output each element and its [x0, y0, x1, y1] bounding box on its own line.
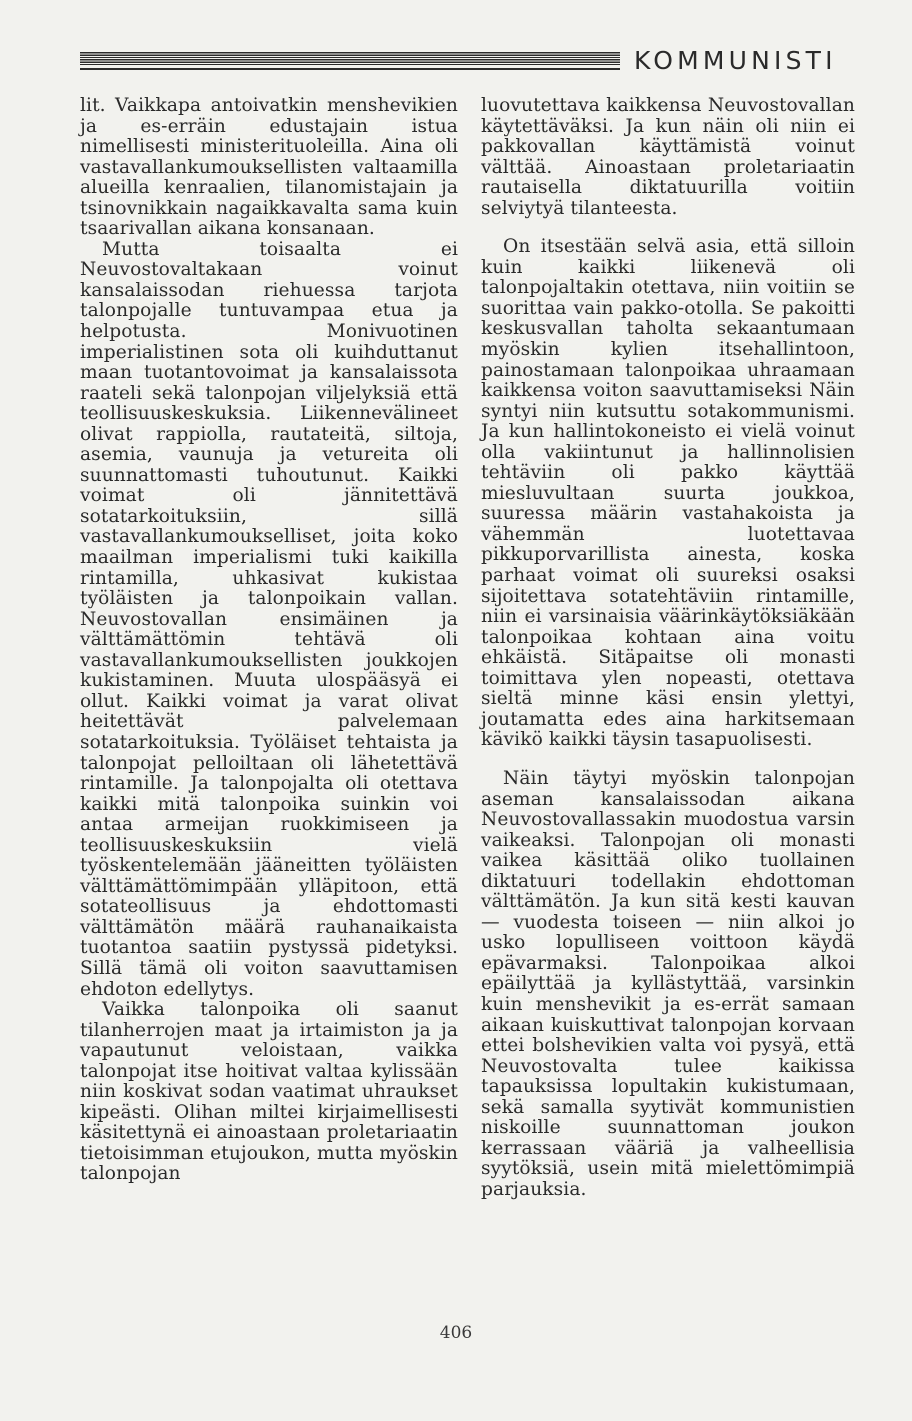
right-paragraph-1: luovutettava kaikkensa Neuvostovallan käytettäväksi. Ja kun näin oli niin ei pakkovallan käyttämistä voinut välttää. Ainoastaan proletariaatin rautaisella diktatuurilla voitiin selviytyä tilanteesta. — [481, 95, 855, 219]
right-column — [481, 96, 855, 1200]
left-paragraph-1: lit. Vaikkapa antoivatkin menshevikien ja es-erräin edustajain istua nimellisesti ministerituoleilla. Aina oli vastavallankumouksellisten valtaamilla alueilla kenraalien, tilanomistajain ja tsinovnikkain nagaikkavalta sama kuin tsaarivallan aikana konsanaan. — [80, 95, 458, 240]
left-column — [80, 96, 458, 1185]
right-paragraph-2: On itsestään selvä asia, että silloin kuin kaikki liikenevä oli talonpojaltakin otettava, niin voitiin se suorittaa vain pakko-otolla. Se pakoitti keskusvallan taholta sekaantumaan myöskin kylien itsehallintoon, painostamaan talonpoikaa uhraamaan kaikkensa voiton saavuttamiseksi Näin syntyi niin kutsuttu sotakommunismi. Ja kun hallintokoneisto ei vielä voinut olla vakiintunut ja hallinnolisien tehtäviin oli pakko käyttää miesluvultaan suurta joukkoa, suuressa määrin vastahakoista ja vähemmän luotettavaa pikkuporvarillista ainesta, koska parhaat voimat oli suureksi osaksi sijoitettava sotatehtäviin rintamille, niin ei varsinaisia väärinkäytöksiäkään talonpoikaa kohtaan aina voitu ehkäistä. Sitäpaitse oli monasti toimittava ylen nopeasti, otettava sieltä minne käsi ensin ylettyi, joutamatta edes aina harkitsemaan kävikö kaikki täysin tasapuolisesti. — [481, 236, 855, 751]
running-title: KOMMUNISTI — [634, 46, 837, 75]
left-paragraph-2: Mutta toisaalta ei Neuvostovaltakaan voinut kansalaissodan riehuessa tarjota talonpojalle tuntuvampaa etua ja helpotusta. Monivuotinen imperialistinen sota oli kuihduttanut maan tuotantovoimat ja kansalaissota raateli sekä talonpojan viljelyksiä että teollisuuskeskuksia. Liikennevälineet olivat rappiolla, rautateitä, siltoja, asemia, vaunuja ja vetureita oli suunnattomasti tuhoutunut. Kaikki voimat oli jännitettävä sotatarkoituksiin, sillä vastavallankumoukselliset, joita koko maailman imperialismi tuki kaikilla rintamilla, uhkasivat kukistaa työläisten ja talonpoikain vallan. Neuvostovallan ensimäinen ja välttämättömin tehtävä oli vastavallankumouksellisten joukkojen kukistaminen. Muuta ulospääsyä ei ollut. Kaikki voimat ja varat olivat heitettävät palvelemaan sotatarkoituksia. Työläiset tehtaista ja talonpojat pelloiltaan oli lähetettävä rintamille. Ja talonpojalta oli otettava kaikki mitä talonpoika suinkin voi antaa armeijan ruokkimiseen ja teollisuuskeskuksiin vielä työskentelemään jääneitten työläisten välttämättömimpään ylläpitoon, että sotateollisuus ja ehdottomasti välttämätön määrä rauhanaikaista tuotantoa saatiin pystyssä pidetyksi. Sillä tämä oli voiton saavuttamisen ehdoton edellytys. — [80, 238, 458, 1000]
right-paragraph-3: Näin täytyi myöskin talonpojan aseman kansalaissodan aikana Neuvostovallassakin muodostua varsin vaikeaksi. Talonpojan oli monasti vaikea käsittää oliko tuollainen diktatuuri todellakin ehdottoman välttämätön. Ja kun sitä kesti kauvan — vuodesta toiseen — niin alkoi jo usko lopulliseen voittoon käydä epävarmaksi. Talonpoikaa alkoi epäilyttää ja kyllästyttää, varsinkin kuin menshevikit ja es-errät samaan aikaan kuiskuttivat talonpojan korvaan ettei bolshevikien valta voi pysyä, että Neuvostovalta tulee kaikissa tapauksissa lopultakin kukistumaan, sekä samalla syytivät kommunistien niskoille suunnattoman joukon kerrassaan vääriä ja valheellisia syytöksiä, usein mitä mielettömimpiä parjauksia. — [481, 767, 855, 1200]
header-decorative-rule — [80, 52, 620, 65]
page-number: 406 — [439, 1323, 473, 1343]
header-underline — [80, 68, 620, 70]
left-paragraph-3: Vaikka talonpoika oli saanut tilanherrojen maat ja irtaimiston ja ja vapautunut veloistaan, vaikka talonpojat itse hoitivat valtaa kylissään niin koskivat sodan vaatimat uhraukset kipeästi. Olihan miltei kirjaimellisesti käsitettynä ei ainoastaan proletariaatin tietoisimman etujoukon, mutta myöskin talonpojan — [80, 999, 458, 1185]
